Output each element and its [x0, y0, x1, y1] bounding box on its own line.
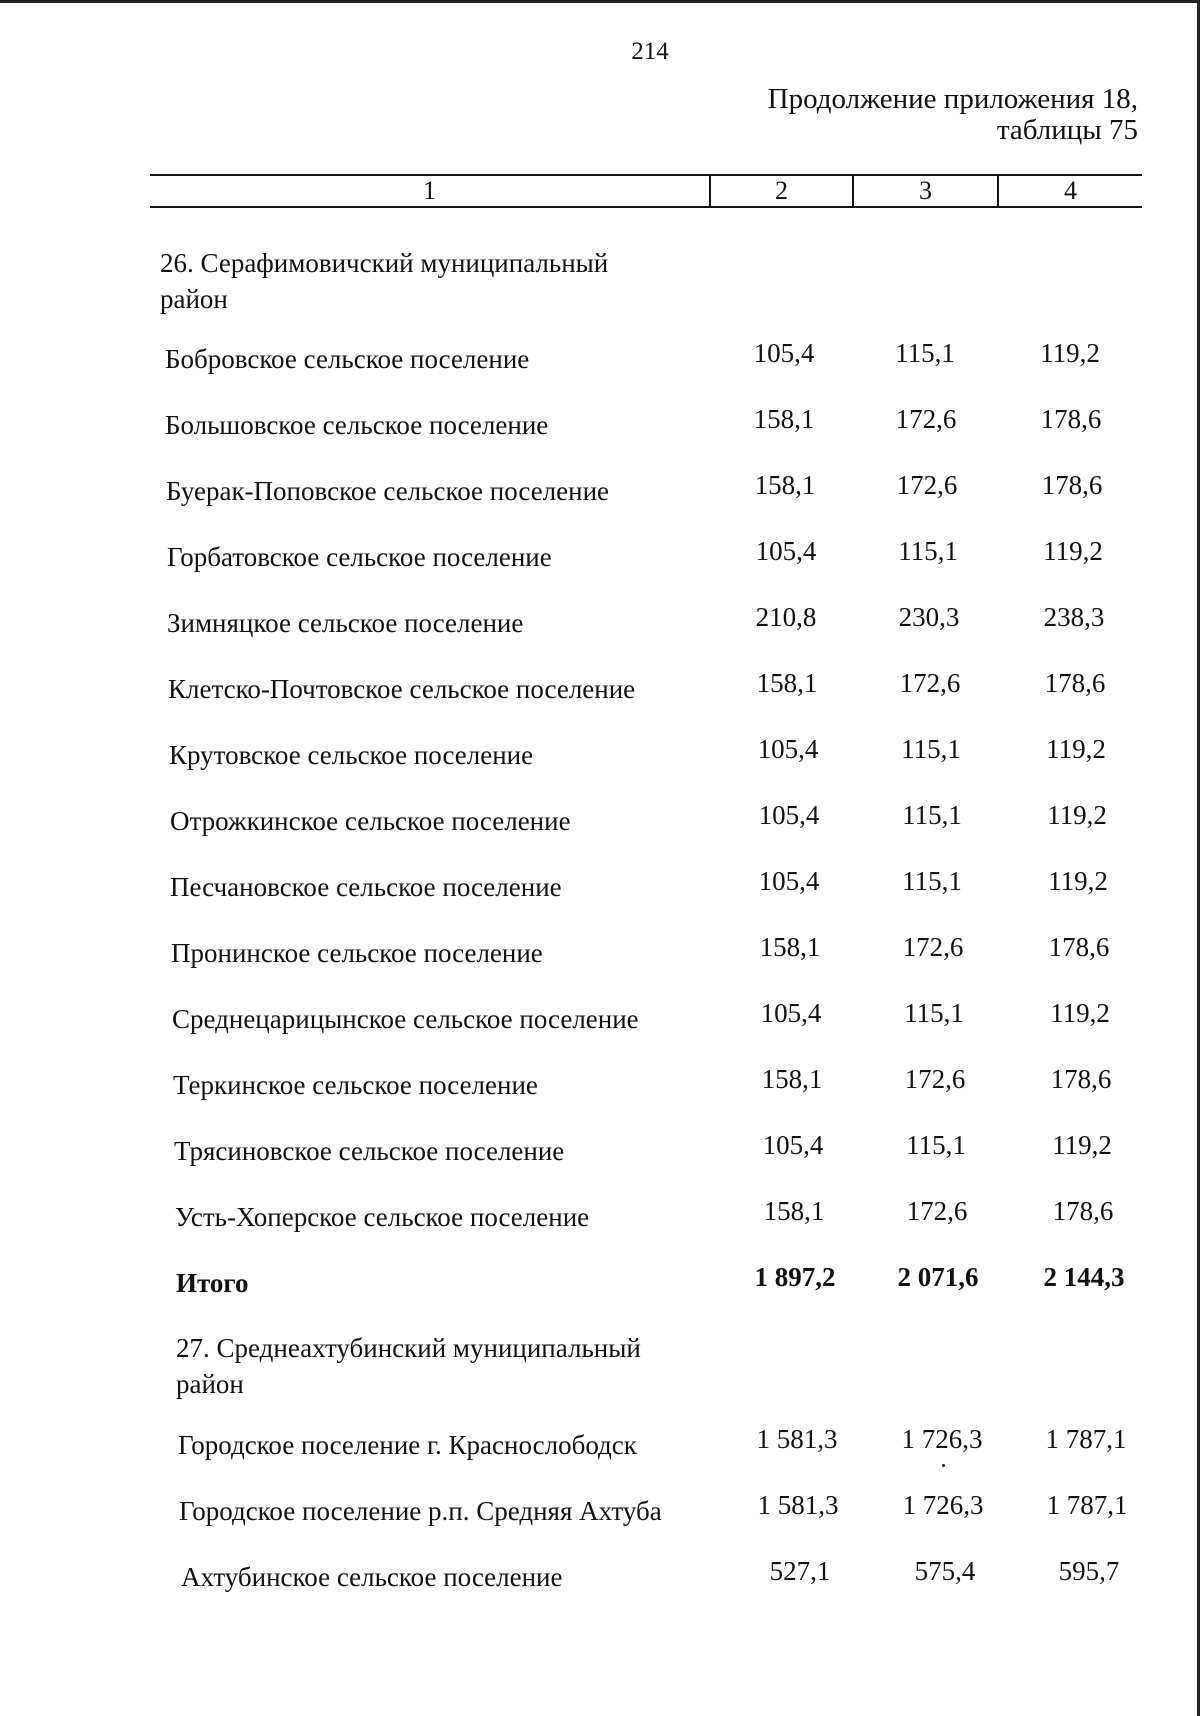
table-row	[0, 602, 1200, 648]
row-value-col2: 158,1	[761, 1064, 823, 1094]
row-name: Усть-Хоперское сельское поселение	[175, 1202, 590, 1232]
row-value-col4: 119,2	[1046, 734, 1106, 764]
row-value-col4: 178,6	[1050, 1064, 1112, 1094]
row-name: Зимняцкое сельское поселение	[167, 608, 524, 638]
row-value-col2: 527,1	[769, 1556, 831, 1586]
row-value-col3: 115,1	[901, 734, 961, 764]
row-name: Городское поселение г. Краснослободск	[178, 1430, 637, 1460]
row-value-col3: 115,1	[895, 338, 955, 368]
row-value-col4: 178,6	[1048, 932, 1110, 962]
row-value-col4: 178,6	[1052, 1196, 1114, 1226]
row-value-col4: 1 787,1	[1045, 1424, 1127, 1454]
table-row	[0, 932, 1200, 978]
continuation-note	[768, 84, 1138, 146]
row-value-col4: 119,2	[1052, 1130, 1112, 1160]
row-name: Ахтубинское сельское поселение	[181, 1562, 563, 1592]
row-value-col4: 119,2	[1043, 536, 1103, 566]
row-value-col3: 115,1	[902, 866, 962, 896]
row-value-col4: 178,6	[1044, 668, 1106, 698]
row-name: Пронинское сельское поселение	[171, 938, 543, 968]
section-27-title	[176, 1330, 641, 1402]
section-title-line: район	[176, 1369, 244, 1399]
total-value-col2: 1 897,2	[754, 1262, 836, 1292]
table-row	[0, 1424, 1200, 1470]
scan-border-top	[0, 0, 1200, 3]
row-value-col3: 1 726,3	[901, 1424, 983, 1454]
row-name: Песчановское сельское поселение	[170, 872, 562, 902]
row-value-col3: 115,1	[904, 998, 964, 1028]
row-value-col4: 119,2	[1050, 998, 1110, 1028]
section-title-line: 27. Среднеахтубинский муниципальный	[176, 1333, 641, 1363]
row-value-col3: 575,4	[914, 1556, 976, 1586]
row-name: Отрожкинское сельское поселение	[170, 806, 571, 836]
total-value-col3: 2 071,6	[897, 1262, 979, 1292]
row-value-col4: 178,6	[1041, 470, 1103, 500]
row-name: Бобровское сельское поселение	[165, 344, 530, 374]
table-row	[0, 1556, 1200, 1602]
page-number: 214	[631, 38, 669, 65]
row-value-col3: 115,1	[906, 1130, 966, 1160]
scan-speck	[942, 1464, 945, 1467]
table-row	[0, 338, 1200, 384]
row-value-col2: 105,4	[762, 1130, 824, 1160]
row-value-col4: 119,2	[1047, 800, 1107, 830]
row-value-col4: 595,7	[1058, 1556, 1120, 1586]
header-col-3: 3	[919, 176, 932, 205]
row-value-col2: 105,4	[760, 998, 822, 1028]
row-name: Горбатовское сельское поселение	[167, 542, 552, 572]
total-label: Итого	[176, 1268, 249, 1298]
row-value-col4: 119,2	[1048, 866, 1108, 896]
row-value-col3: 172,6	[904, 1064, 966, 1094]
row-name: Среднецарицынское сельское поселение	[172, 1004, 639, 1034]
row-value-col3: 115,1	[902, 800, 962, 830]
row-value-col4: 1 787,1	[1046, 1490, 1128, 1520]
section-title-line: район	[160, 284, 228, 314]
table-row	[0, 1196, 1200, 1242]
row-value-col2: 1 581,3	[756, 1424, 838, 1454]
row-name: Городское поселение р.п. Средняя Ахтуба	[179, 1496, 662, 1526]
row-value-col4: 119,2	[1040, 338, 1100, 368]
total-value-col4: 2 144,3	[1043, 1262, 1125, 1292]
row-value-col2: 158,1	[759, 932, 821, 962]
continuation-line-1: Продолжение приложения 18,	[767, 83, 1138, 115]
table-row	[0, 1064, 1200, 1110]
row-value-col3: 172,6	[906, 1196, 968, 1226]
total-row	[0, 1262, 1200, 1308]
table-row	[0, 800, 1200, 846]
row-value-col4: 238,3	[1043, 602, 1105, 632]
table-row	[0, 668, 1200, 714]
row-name: Крутовское сельское поселение	[169, 740, 534, 770]
row-value-col4: 178,6	[1040, 404, 1102, 434]
header-col-1: 1	[423, 176, 436, 205]
row-value-col3: 230,3	[898, 602, 960, 632]
continuation-line-2: таблицы 75	[996, 114, 1138, 146]
row-value-col2: 158,1	[754, 470, 816, 500]
header-col-2: 2	[775, 176, 788, 205]
row-name: Трясиновское сельское поселение	[174, 1136, 565, 1166]
row-name: Большовское сельское поселение	[165, 410, 549, 440]
row-value-col2: 105,4	[757, 734, 819, 764]
row-value-col3: 172,6	[902, 932, 964, 962]
row-value-col2: 1 581,3	[757, 1490, 839, 1520]
section-title-line: 26. Серафимовичский муниципальный	[160, 248, 609, 278]
row-value-col2: 105,4	[758, 866, 820, 896]
row-name: Теркинское сельское поселение	[173, 1070, 538, 1100]
table-row	[0, 1130, 1200, 1176]
row-name: Буерак-Поповское сельское поселение	[166, 476, 610, 506]
row-value-col2: 210,8	[755, 602, 817, 632]
row-value-col3: 172,6	[895, 404, 957, 434]
header-bottom-rule	[150, 206, 1142, 208]
row-value-col3: 172,6	[896, 470, 958, 500]
row-name: Клетско-Почтовское сельское поселение	[168, 674, 636, 704]
row-value-col2: 105,4	[755, 536, 817, 566]
table-row	[0, 404, 1200, 450]
row-value-col3: 115,1	[898, 536, 958, 566]
header-col-4: 4	[1064, 176, 1077, 205]
table-row	[0, 470, 1200, 516]
row-value-col2: 158,1	[756, 668, 818, 698]
table-row	[0, 998, 1200, 1044]
table-row	[0, 734, 1200, 780]
row-value-col3: 1 726,3	[902, 1490, 984, 1520]
table-row	[0, 1490, 1200, 1536]
section-26-title	[160, 245, 608, 317]
row-value-col3: 172,6	[899, 668, 961, 698]
row-value-col2: 105,4	[753, 338, 815, 368]
row-value-col2: 158,1	[763, 1196, 825, 1226]
table-row	[0, 866, 1200, 912]
row-value-col2: 158,1	[753, 404, 815, 434]
row-value-col2: 105,4	[758, 800, 820, 830]
table-row	[0, 536, 1200, 582]
